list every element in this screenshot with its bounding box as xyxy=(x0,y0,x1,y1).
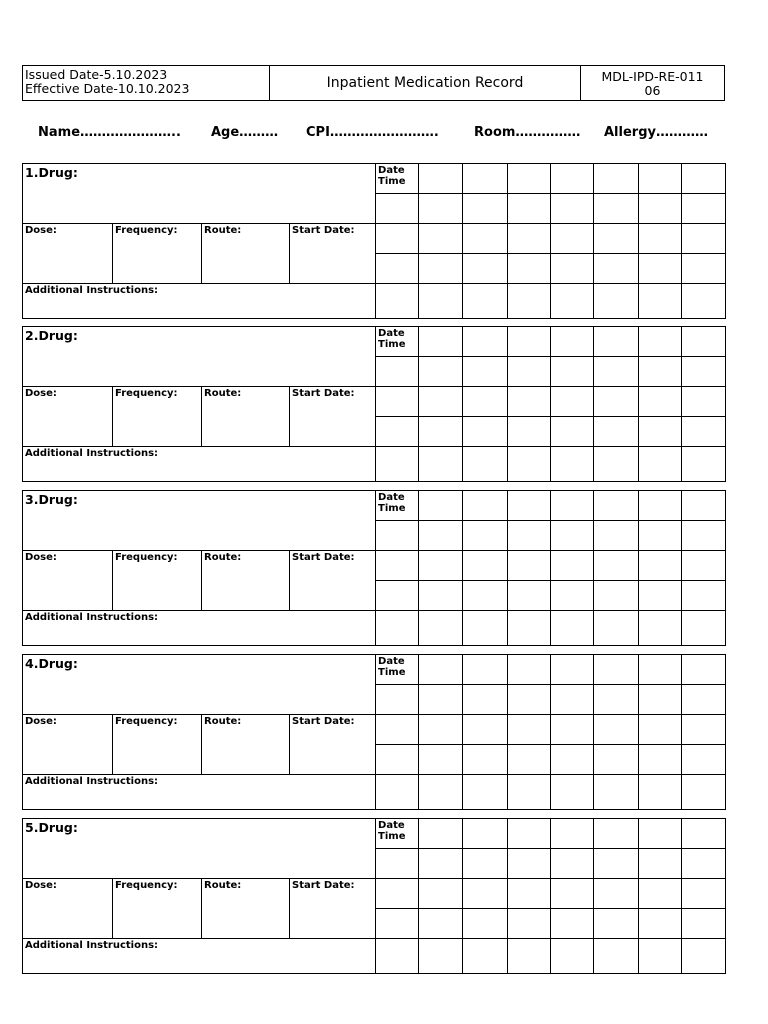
administration-cell[interactable] xyxy=(682,521,726,551)
administration-cell[interactable] xyxy=(508,417,551,447)
administration-cell[interactable] xyxy=(376,611,419,646)
start-date-field[interactable]: Start Date: xyxy=(290,715,376,775)
administration-cell[interactable] xyxy=(682,775,726,810)
header-dates xyxy=(23,66,270,100)
administration-cell[interactable] xyxy=(682,745,726,775)
administration-cell[interactable] xyxy=(463,879,508,909)
administration-cell[interactable] xyxy=(682,655,726,685)
drug-name-field[interactable]: 2.Drug: xyxy=(23,327,376,387)
drug-table xyxy=(22,654,726,810)
administration-cell[interactable] xyxy=(639,254,682,284)
administration-cell[interactable] xyxy=(639,581,682,611)
time-label: Time xyxy=(378,503,406,514)
administration-cell[interactable] xyxy=(508,939,551,974)
administration-cell[interactable] xyxy=(419,819,463,849)
date-time-header xyxy=(376,655,419,685)
administration-cell[interactable] xyxy=(508,254,551,284)
administration-cell[interactable] xyxy=(594,581,639,611)
administration-cell[interactable] xyxy=(508,447,551,482)
administration-cell[interactable] xyxy=(551,611,594,646)
administration-cell[interactable] xyxy=(463,715,508,745)
administration-cell[interactable] xyxy=(463,849,508,879)
document-code-line2: 06 xyxy=(644,83,661,98)
administration-cell[interactable] xyxy=(682,357,726,387)
additional-instructions-field[interactable]: Additional Instructions: xyxy=(23,447,376,482)
start-date-field[interactable]: Start Date: xyxy=(290,551,376,611)
administration-cell[interactable] xyxy=(508,611,551,646)
administration-cell[interactable] xyxy=(682,164,726,194)
administration-cell[interactable] xyxy=(594,775,639,810)
administration-cell[interactable] xyxy=(639,849,682,879)
administration-cell[interactable] xyxy=(508,491,551,521)
administration-cell[interactable] xyxy=(682,284,726,319)
start-date-field[interactable]: Start Date: xyxy=(290,879,376,939)
administration-cell[interactable] xyxy=(682,387,726,417)
administration-cell[interactable] xyxy=(639,685,682,715)
date-time-header xyxy=(376,327,419,357)
administration-cell[interactable] xyxy=(682,447,726,482)
administration-cell[interactable] xyxy=(463,224,508,254)
administration-cell[interactable] xyxy=(551,224,594,254)
administration-cell[interactable] xyxy=(376,254,419,284)
administration-cell[interactable] xyxy=(594,357,639,387)
administration-cell[interactable] xyxy=(682,327,726,357)
administration-cell[interactable] xyxy=(463,417,508,447)
administration-cell[interactable] xyxy=(594,521,639,551)
administration-cell[interactable] xyxy=(376,224,419,254)
route-field[interactable]: Route: xyxy=(202,879,290,939)
administration-cell[interactable] xyxy=(463,775,508,810)
administration-cell[interactable] xyxy=(682,254,726,284)
administration-cell[interactable] xyxy=(594,745,639,775)
route-field[interactable]: Route: xyxy=(202,551,290,611)
frequency-field[interactable]: Frequency: xyxy=(113,879,202,939)
administration-cell[interactable] xyxy=(463,909,508,939)
administration-cell[interactable] xyxy=(639,387,682,417)
administration-cell[interactable] xyxy=(639,194,682,224)
administration-cell[interactable] xyxy=(419,327,463,357)
administration-cell[interactable] xyxy=(508,224,551,254)
administration-cell[interactable] xyxy=(551,715,594,745)
administration-cell[interactable] xyxy=(376,357,419,387)
administration-cell[interactable] xyxy=(419,655,463,685)
administration-cell[interactable] xyxy=(639,775,682,810)
administration-cell[interactable] xyxy=(508,387,551,417)
patient-allergy-field[interactable]: Allergy………… xyxy=(604,125,708,140)
administration-cell[interactable] xyxy=(551,849,594,879)
administration-cell[interactable] xyxy=(419,491,463,521)
time-label: Time xyxy=(378,667,406,678)
administration-cell[interactable] xyxy=(508,284,551,319)
administration-cell[interactable] xyxy=(551,447,594,482)
frequency-field[interactable]: Frequency: xyxy=(113,551,202,611)
administration-cell[interactable] xyxy=(419,849,463,879)
administration-cell[interactable] xyxy=(463,194,508,224)
administration-cell[interactable] xyxy=(551,254,594,284)
administration-cell[interactable] xyxy=(682,551,726,581)
administration-cell[interactable] xyxy=(594,224,639,254)
administration-cell[interactable] xyxy=(594,164,639,194)
document-header xyxy=(22,65,725,101)
administration-cell[interactable] xyxy=(551,284,594,319)
date-label: Date xyxy=(378,165,405,176)
administration-cell[interactable] xyxy=(551,357,594,387)
administration-cell[interactable] xyxy=(551,745,594,775)
administration-cell[interactable] xyxy=(682,611,726,646)
administration-cell[interactable] xyxy=(594,551,639,581)
frequency-field[interactable]: Frequency: xyxy=(113,715,202,775)
start-date-field[interactable]: Start Date: xyxy=(290,387,376,447)
administration-cell[interactable] xyxy=(419,254,463,284)
drug-block xyxy=(22,654,726,809)
time-label: Time xyxy=(378,176,406,187)
administration-cell[interactable] xyxy=(682,879,726,909)
administration-cell[interactable] xyxy=(594,491,639,521)
administration-cell[interactable] xyxy=(463,939,508,974)
patient-cpi-field[interactable]: CPI……………………. xyxy=(306,125,439,140)
route-field[interactable]: Route: xyxy=(202,387,290,447)
additional-instructions-field[interactable]: Additional Instructions: xyxy=(23,611,376,646)
frequency-field[interactable]: Frequency: xyxy=(113,224,202,284)
date-label: Date xyxy=(378,820,405,831)
administration-cell[interactable] xyxy=(594,284,639,319)
administration-cell[interactable] xyxy=(551,164,594,194)
administration-cell[interactable] xyxy=(376,581,419,611)
administration-cell[interactable] xyxy=(508,357,551,387)
effective-date: Effective Date-10.10.2023 xyxy=(25,81,190,96)
administration-cell[interactable] xyxy=(594,909,639,939)
administration-cell[interactable] xyxy=(463,491,508,521)
administration-cell[interactable] xyxy=(594,685,639,715)
administration-cell[interactable] xyxy=(376,521,419,551)
administration-cell[interactable] xyxy=(594,327,639,357)
administration-cell[interactable] xyxy=(639,357,682,387)
administration-cell[interactable] xyxy=(639,224,682,254)
administration-cell[interactable] xyxy=(508,715,551,745)
administration-cell[interactable] xyxy=(419,909,463,939)
drug-table xyxy=(22,326,726,482)
administration-cell[interactable] xyxy=(376,879,419,909)
dose-field[interactable]: Dose: xyxy=(23,387,113,447)
administration-cell[interactable] xyxy=(419,715,463,745)
administration-cell[interactable] xyxy=(463,655,508,685)
administration-cell[interactable] xyxy=(551,581,594,611)
administration-cell[interactable] xyxy=(551,194,594,224)
administration-cell[interactable] xyxy=(376,387,419,417)
administration-cell[interactable] xyxy=(639,655,682,685)
administration-cell[interactable] xyxy=(594,417,639,447)
administration-cell[interactable] xyxy=(463,581,508,611)
administration-cell[interactable] xyxy=(594,879,639,909)
administration-cell[interactable] xyxy=(419,551,463,581)
administration-cell[interactable] xyxy=(508,655,551,685)
administration-cell[interactable] xyxy=(594,939,639,974)
administration-cell[interactable] xyxy=(508,775,551,810)
administration-cell[interactable] xyxy=(551,327,594,357)
date-time-header xyxy=(376,491,419,521)
administration-cell[interactable] xyxy=(682,819,726,849)
administration-cell[interactable] xyxy=(639,879,682,909)
administration-cell[interactable] xyxy=(463,164,508,194)
administration-cell[interactable] xyxy=(463,819,508,849)
administration-cell[interactable] xyxy=(682,491,726,521)
administration-cell[interactable] xyxy=(551,775,594,810)
administration-cell[interactable] xyxy=(419,357,463,387)
administration-cell[interactable] xyxy=(419,581,463,611)
patient-age-field[interactable]: Age……… xyxy=(211,125,279,140)
administration-cell[interactable] xyxy=(551,685,594,715)
issued-date: Issued Date-5.10.2023 xyxy=(25,67,168,82)
document-title: Inpatient Medication Record xyxy=(270,66,581,100)
administration-cell[interactable] xyxy=(551,417,594,447)
route-field[interactable]: Route: xyxy=(202,224,290,284)
date-time-header xyxy=(376,164,419,194)
administration-cell[interactable] xyxy=(463,745,508,775)
administration-cell[interactable] xyxy=(463,551,508,581)
administration-cell[interactable] xyxy=(682,581,726,611)
administration-cell[interactable] xyxy=(419,194,463,224)
administration-cell[interactable] xyxy=(594,447,639,482)
administration-cell[interactable] xyxy=(376,447,419,482)
administration-cell[interactable] xyxy=(639,417,682,447)
administration-cell[interactable] xyxy=(682,224,726,254)
administration-cell[interactable] xyxy=(639,611,682,646)
additional-instructions-field[interactable]: Additional Instructions: xyxy=(23,775,376,810)
document-code xyxy=(581,66,724,100)
administration-cell[interactable] xyxy=(551,551,594,581)
additional-instructions-field[interactable]: Additional Instructions: xyxy=(23,284,376,319)
frequency-field[interactable]: Frequency: xyxy=(113,387,202,447)
administration-cell[interactable] xyxy=(508,164,551,194)
administration-cell[interactable] xyxy=(508,521,551,551)
administration-cell[interactable] xyxy=(419,745,463,775)
administration-cell[interactable] xyxy=(376,194,419,224)
administration-cell[interactable] xyxy=(508,879,551,909)
administration-cell[interactable] xyxy=(463,447,508,482)
administration-cell[interactable] xyxy=(551,909,594,939)
administration-cell[interactable] xyxy=(682,939,726,974)
date-label: Date xyxy=(378,656,405,667)
administration-cell[interactable] xyxy=(463,284,508,319)
dose-field[interactable]: Dose: xyxy=(23,715,113,775)
drug-name-field[interactable]: 5.Drug: xyxy=(23,819,376,879)
administration-cell[interactable] xyxy=(639,909,682,939)
administration-cell[interactable] xyxy=(639,819,682,849)
administration-cell[interactable] xyxy=(682,194,726,224)
administration-cell[interactable] xyxy=(376,775,419,810)
drug-name-field[interactable]: 1.Drug: xyxy=(23,164,376,224)
administration-cell[interactable] xyxy=(419,939,463,974)
administration-cell[interactable] xyxy=(376,284,419,319)
document-code-line1: MDL-IPD-RE-011 xyxy=(601,69,704,84)
administration-cell[interactable] xyxy=(682,685,726,715)
administration-cell[interactable] xyxy=(639,491,682,521)
administration-cell[interactable] xyxy=(551,655,594,685)
administration-cell[interactable] xyxy=(551,521,594,551)
administration-cell[interactable] xyxy=(551,819,594,849)
drug-table xyxy=(22,490,726,646)
administration-cell[interactable] xyxy=(551,491,594,521)
administration-cell[interactable] xyxy=(639,939,682,974)
administration-cell[interactable] xyxy=(508,581,551,611)
administration-cell[interactable] xyxy=(419,447,463,482)
administration-cell[interactable] xyxy=(508,685,551,715)
administration-cell[interactable] xyxy=(551,879,594,909)
administration-cell[interactable] xyxy=(376,715,419,745)
administration-cell[interactable] xyxy=(682,849,726,879)
administration-cell[interactable] xyxy=(682,909,726,939)
administration-cell[interactable] xyxy=(463,611,508,646)
administration-cell[interactable] xyxy=(419,685,463,715)
administration-cell[interactable] xyxy=(551,939,594,974)
dose-field[interactable]: Dose: xyxy=(23,879,113,939)
administration-cell[interactable] xyxy=(419,224,463,254)
administration-cell[interactable] xyxy=(508,819,551,849)
administration-cell[interactable] xyxy=(463,357,508,387)
drug-name-field[interactable]: 3.Drug: xyxy=(23,491,376,551)
administration-cell[interactable] xyxy=(639,551,682,581)
drug-block xyxy=(22,490,726,645)
administration-cell[interactable] xyxy=(376,849,419,879)
drug-block xyxy=(22,818,726,973)
additional-instructions-field[interactable]: Additional Instructions: xyxy=(23,939,376,974)
administration-cell[interactable] xyxy=(639,745,682,775)
route-field[interactable]: Route: xyxy=(202,715,290,775)
administration-cell[interactable] xyxy=(639,715,682,745)
administration-cell[interactable] xyxy=(376,939,419,974)
administration-cell[interactable] xyxy=(594,387,639,417)
drug-table xyxy=(22,818,726,974)
administration-cell[interactable] xyxy=(419,164,463,194)
administration-cell[interactable] xyxy=(376,417,419,447)
administration-cell[interactable] xyxy=(419,284,463,319)
patient-room-field[interactable]: Room…………… xyxy=(474,125,581,140)
administration-cell[interactable] xyxy=(682,715,726,745)
date-label: Date xyxy=(378,492,405,503)
administration-cell[interactable] xyxy=(508,551,551,581)
administration-cell[interactable] xyxy=(639,447,682,482)
patient-name-field[interactable]: Name………………….. xyxy=(38,125,181,140)
administration-cell[interactable] xyxy=(376,551,419,581)
administration-cell[interactable] xyxy=(594,819,639,849)
administration-cell[interactable] xyxy=(682,417,726,447)
dose-field[interactable]: Dose: xyxy=(23,551,113,611)
date-time-header xyxy=(376,819,419,849)
administration-cell[interactable] xyxy=(419,775,463,810)
administration-cell[interactable] xyxy=(639,521,682,551)
administration-cell[interactable] xyxy=(463,521,508,551)
administration-cell[interactable] xyxy=(508,745,551,775)
administration-cell[interactable] xyxy=(419,611,463,646)
administration-cell[interactable] xyxy=(419,387,463,417)
administration-cell[interactable] xyxy=(376,745,419,775)
drug-block xyxy=(22,163,726,318)
administration-cell[interactable] xyxy=(594,655,639,685)
administration-cell[interactable] xyxy=(594,715,639,745)
administration-cell[interactable] xyxy=(551,387,594,417)
drug-name-field[interactable]: 4.Drug: xyxy=(23,655,376,715)
administration-cell[interactable] xyxy=(594,849,639,879)
administration-cell[interactable] xyxy=(463,327,508,357)
administration-cell[interactable] xyxy=(508,194,551,224)
administration-cell[interactable] xyxy=(594,254,639,284)
administration-cell[interactable] xyxy=(376,685,419,715)
administration-cell[interactable] xyxy=(639,284,682,319)
administration-cell[interactable] xyxy=(639,164,682,194)
administration-cell[interactable] xyxy=(463,685,508,715)
drug-table xyxy=(22,163,726,319)
administration-cell[interactable] xyxy=(463,254,508,284)
administration-cell[interactable] xyxy=(508,849,551,879)
drug-block xyxy=(22,326,726,481)
administration-cell[interactable] xyxy=(463,387,508,417)
administration-cell[interactable] xyxy=(508,327,551,357)
time-label: Time xyxy=(378,339,406,350)
administration-cell[interactable] xyxy=(376,909,419,939)
administration-cell[interactable] xyxy=(594,611,639,646)
dose-field[interactable]: Dose: xyxy=(23,224,113,284)
administration-cell[interactable] xyxy=(508,909,551,939)
administration-cell[interactable] xyxy=(419,417,463,447)
administration-cell[interactable] xyxy=(419,521,463,551)
date-label: Date xyxy=(378,328,405,339)
start-date-field[interactable]: Start Date: xyxy=(290,224,376,284)
administration-cell[interactable] xyxy=(639,327,682,357)
time-label: Time xyxy=(378,831,406,842)
administration-cell[interactable] xyxy=(419,879,463,909)
administration-cell[interactable] xyxy=(594,194,639,224)
